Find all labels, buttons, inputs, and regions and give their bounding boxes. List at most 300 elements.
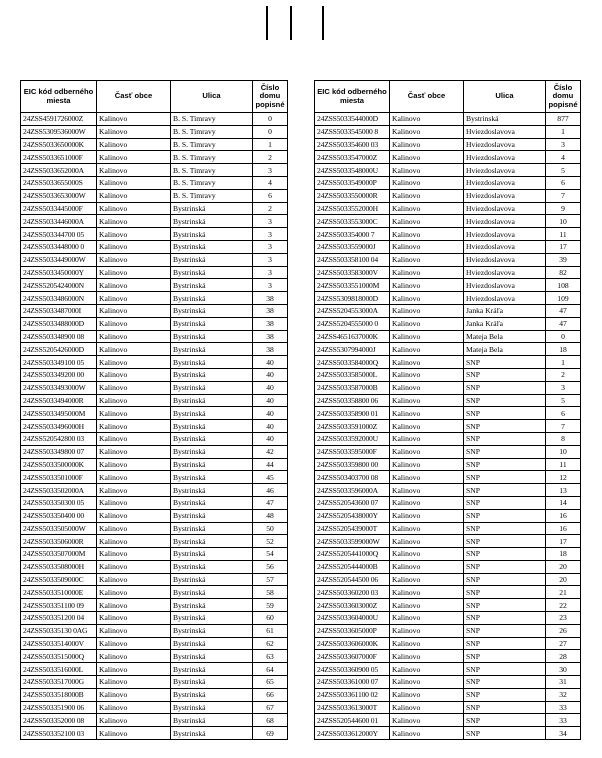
eic-code-cell: 24ZSS5033510000E: [21, 586, 97, 599]
municipality-part-cell: Kalinovo: [390, 125, 464, 138]
municipality-part-cell: Kalinovo: [390, 458, 464, 471]
street-cell: SNP: [464, 701, 546, 714]
municipality-part-cell: Kalinovo: [97, 240, 171, 253]
table-row: [21, 356, 288, 369]
municipality-part-cell: Kalinovo: [97, 420, 171, 433]
street-cell: Bystrinská: [171, 573, 253, 586]
table-row: [21, 151, 288, 164]
municipality-part-cell: Kalinovo: [390, 676, 464, 689]
municipality-part-cell: Kalinovo: [390, 356, 464, 369]
table-row: [21, 624, 288, 637]
table-row: [21, 253, 288, 266]
table-row: [21, 202, 288, 215]
municipality-part-cell: Kalinovo: [390, 701, 464, 714]
house-number-cell: 5: [546, 394, 581, 407]
house-number-cell: 20: [546, 573, 581, 586]
eic-code-cell: 24ZSS503351200 04: [21, 612, 97, 625]
house-number-cell: 47: [253, 496, 288, 509]
table-header-row: [21, 81, 288, 113]
street-cell: Bystrinská: [171, 253, 253, 266]
eic-code-cell: 24ZSS5033448000 0: [21, 240, 97, 253]
street-cell: Hviezdoslavova: [464, 215, 546, 228]
eic-code-cell: 24ZSS503360900 05: [315, 663, 390, 676]
municipality-part-cell: Kalinovo: [390, 138, 464, 151]
table-row: [315, 496, 581, 509]
eic-code-cell: 24ZSS5033650000K: [21, 138, 97, 151]
house-number-cell: 8: [546, 432, 581, 445]
municipality-part-cell: Kalinovo: [97, 266, 171, 279]
street-cell: SNP: [464, 624, 546, 637]
street-cell: SNP: [464, 445, 546, 458]
house-number-cell: 109: [546, 292, 581, 305]
eic-code-cell: 24ZSS5033495000M: [21, 407, 97, 420]
eic-code-cell: 24ZSS5205441000Q: [315, 548, 390, 561]
table-body-left: [21, 113, 288, 740]
municipality-part-cell: Kalinovo: [97, 509, 171, 522]
eic-code-cell: 24ZSS5033486000N: [21, 292, 97, 305]
house-number-cell: 20: [546, 560, 581, 573]
eic-code-cell: 24ZSS5205444000B: [315, 560, 390, 573]
eic-code-cell: 24ZSS5307994000J: [315, 343, 390, 356]
street-cell: SNP: [464, 432, 546, 445]
house-number-cell: 13: [546, 484, 581, 497]
municipality-part-cell: Kalinovo: [390, 432, 464, 445]
municipality-part-cell: Kalinovo: [97, 356, 171, 369]
eic-code-cell: 24ZSS5033509000C: [21, 573, 97, 586]
house-number-cell: 38: [253, 304, 288, 317]
street-cell: SNP: [464, 458, 546, 471]
eic-code-cell: 24ZSS5033559000J: [315, 240, 390, 253]
address-table-right: [314, 80, 581, 740]
table-row: [315, 356, 581, 369]
table-row: [21, 164, 288, 177]
street-cell: Bystrinská: [171, 432, 253, 445]
street-cell: SNP: [464, 381, 546, 394]
eic-code-cell: 24ZSS5033552000H: [315, 202, 390, 215]
house-number-cell: 40: [253, 368, 288, 381]
municipality-part-cell: Kalinovo: [97, 663, 171, 676]
street-cell: SNP: [464, 560, 546, 573]
street-cell: B. S. Timravy: [171, 125, 253, 138]
eic-code-cell: 24ZSS520542800 03: [21, 432, 97, 445]
eic-code-cell: 24ZSS5033652000A: [21, 164, 97, 177]
house-number-cell: 17: [546, 535, 581, 548]
municipality-part-cell: Kalinovo: [390, 240, 464, 253]
eic-code-cell: 24ZSS5033547000Z: [315, 151, 390, 164]
eic-code-cell: 24ZSS5033605000P: [315, 624, 390, 637]
municipality-part-cell: Kalinovo: [97, 624, 171, 637]
house-number-cell: 108: [546, 279, 581, 292]
table-row: [315, 330, 581, 343]
header-eic-code: EIC kód odberného miesta: [315, 81, 390, 113]
street-cell: B. S. Timravy: [171, 151, 253, 164]
header-rule-2: [290, 6, 292, 40]
house-number-cell: 1: [253, 138, 288, 151]
street-cell: SNP: [464, 535, 546, 548]
municipality-part-cell: Kalinovo: [390, 509, 464, 522]
street-cell: SNP: [464, 548, 546, 561]
street-cell: Hviezdoslavova: [464, 176, 546, 189]
municipality-part-cell: Kalinovo: [390, 727, 464, 740]
table-row: [21, 381, 288, 394]
street-cell: Hviezdoslavova: [464, 228, 546, 241]
eic-code-cell: 24ZSS5033494000R: [21, 394, 97, 407]
table-header-row: [315, 81, 581, 113]
municipality-part-cell: Kalinovo: [97, 637, 171, 650]
table-row: [21, 650, 288, 663]
house-number-cell: 50: [253, 522, 288, 535]
municipality-part-cell: Kalinovo: [390, 330, 464, 343]
table-row: [315, 138, 581, 151]
municipality-part-cell: Kalinovo: [390, 164, 464, 177]
eic-code-cell: 24ZSS5033596000A: [315, 484, 390, 497]
street-cell: Bystrinská: [464, 113, 546, 126]
house-number-cell: 46: [253, 484, 288, 497]
eic-code-cell: 24ZSS5033550000R: [315, 189, 390, 202]
street-cell: Bystrinská: [171, 292, 253, 305]
table-row: [315, 202, 581, 215]
municipality-part-cell: Kalinovo: [390, 586, 464, 599]
house-number-cell: 63: [253, 650, 288, 663]
house-number-cell: 30: [546, 663, 581, 676]
street-cell: Bystrinská: [171, 228, 253, 241]
table-row: [21, 138, 288, 151]
house-number-cell: 16: [546, 509, 581, 522]
street-cell: Bystrinská: [171, 445, 253, 458]
street-cell: B. S. Timravy: [171, 176, 253, 189]
street-cell: Bystrinská: [171, 637, 253, 650]
eic-code-cell: 24ZSS5033655000S: [21, 176, 97, 189]
house-number-cell: 23: [546, 612, 581, 625]
table-row: [21, 548, 288, 561]
eic-code-cell: 24ZSS5033591000Z: [315, 420, 390, 433]
eic-code-cell: 24ZSS503359800 00: [315, 458, 390, 471]
street-cell: SNP: [464, 471, 546, 484]
house-number-cell: 56: [253, 560, 288, 573]
street-cell: SNP: [464, 484, 546, 497]
table-row: [315, 381, 581, 394]
municipality-part-cell: Kalinovo: [390, 317, 464, 330]
house-number-cell: 12: [546, 471, 581, 484]
table-row: [21, 484, 288, 497]
table-row: [315, 535, 581, 548]
house-number-cell: 2: [253, 202, 288, 215]
street-cell: Bystrinská: [171, 381, 253, 394]
street-cell: Bystrinská: [171, 317, 253, 330]
table-row: [315, 113, 581, 126]
header-street: Ulica: [464, 81, 546, 113]
house-number-cell: 6: [546, 176, 581, 189]
table-row: [21, 586, 288, 599]
table-row: [315, 445, 581, 458]
house-number-cell: 3: [546, 138, 581, 151]
table-row: [21, 535, 288, 548]
eic-code-cell: 24ZSS5033500000K: [21, 458, 97, 471]
municipality-part-cell: Kalinovo: [390, 688, 464, 701]
municipality-part-cell: Kalinovo: [390, 189, 464, 202]
house-number-cell: 40: [253, 420, 288, 433]
street-cell: Bystrinská: [171, 509, 253, 522]
table-row: [21, 688, 288, 701]
municipality-part-cell: Kalinovo: [390, 266, 464, 279]
table-row: [315, 176, 581, 189]
table-row: [315, 458, 581, 471]
eic-code-cell: 24ZSS5033496000H: [21, 420, 97, 433]
eic-code-cell: 24ZSS503358900 01: [315, 407, 390, 420]
header-municipality-part: Časť obce: [390, 81, 464, 113]
street-cell: SNP: [464, 714, 546, 727]
eic-code-cell: 24ZSS503352000 08: [21, 714, 97, 727]
municipality-part-cell: Kalinovo: [390, 343, 464, 356]
municipality-part-cell: Kalinovo: [97, 176, 171, 189]
house-number-cell: 3: [253, 279, 288, 292]
street-cell: Hviezdoslavova: [464, 151, 546, 164]
municipality-part-cell: Kalinovo: [97, 727, 171, 740]
eic-code-cell: 24ZSS5033515000Q: [21, 650, 97, 663]
table-row: [21, 113, 288, 126]
table-row: [21, 176, 288, 189]
house-number-cell: 9: [546, 202, 581, 215]
street-cell: SNP: [464, 356, 546, 369]
house-number-cell: 11: [546, 458, 581, 471]
eic-code-cell: 24ZSS5033450000Y: [21, 266, 97, 279]
street-cell: SNP: [464, 420, 546, 433]
house-number-cell: 28: [546, 650, 581, 663]
municipality-part-cell: Kalinovo: [97, 279, 171, 292]
house-number-cell: 3: [253, 240, 288, 253]
eic-code-cell: 24ZSS5033587000B: [315, 381, 390, 394]
street-cell: SNP: [464, 663, 546, 676]
table-row: [21, 432, 288, 445]
municipality-part-cell: Kalinovo: [390, 407, 464, 420]
table-row: [315, 560, 581, 573]
eic-code-cell: 24ZSS5205426000D: [21, 343, 97, 356]
municipality-part-cell: Kalinovo: [97, 676, 171, 689]
eic-code-cell: 24ZSS503350400 00: [21, 509, 97, 522]
table-row: [315, 509, 581, 522]
table-row: [315, 420, 581, 433]
street-cell: Hviezdoslavova: [464, 279, 546, 292]
street-cell: Bystrinská: [171, 407, 253, 420]
house-number-cell: 3: [546, 381, 581, 394]
street-cell: Bystrinská: [171, 688, 253, 701]
house-number-cell: 4: [546, 151, 581, 164]
house-number-cell: 61: [253, 624, 288, 637]
street-cell: Bystrinská: [171, 240, 253, 253]
table-row: [315, 228, 581, 241]
street-cell: SNP: [464, 688, 546, 701]
municipality-part-cell: Kalinovo: [390, 637, 464, 650]
house-number-cell: 3: [253, 253, 288, 266]
eic-code-cell: 24ZSS5033508000H: [21, 560, 97, 573]
house-number-cell: 40: [253, 407, 288, 420]
house-number-cell: 38: [253, 292, 288, 305]
eic-code-cell: 24ZSS5033549000P: [315, 176, 390, 189]
eic-code-cell: 24ZSS503358800 06: [315, 394, 390, 407]
house-number-cell: 69: [253, 727, 288, 740]
house-number-cell: 60: [253, 612, 288, 625]
house-number-cell: 10: [546, 215, 581, 228]
header-eic-code: EIC kód odberného miesta: [21, 81, 97, 113]
municipality-part-cell: Kalinovo: [97, 445, 171, 458]
municipality-part-cell: Kalinovo: [97, 151, 171, 164]
table-row: [315, 125, 581, 138]
street-cell: SNP: [464, 586, 546, 599]
table-row: [315, 253, 581, 266]
municipality-part-cell: Kalinovo: [97, 343, 171, 356]
table-row: [315, 573, 581, 586]
municipality-part-cell: Kalinovo: [97, 701, 171, 714]
house-number-cell: 7: [546, 189, 581, 202]
house-number-cell: 40: [253, 381, 288, 394]
table-row: [21, 599, 288, 612]
house-number-cell: 14: [546, 496, 581, 509]
street-cell: Hviezdoslavova: [464, 253, 546, 266]
street-cell: SNP: [464, 650, 546, 663]
house-number-cell: 38: [253, 317, 288, 330]
house-number-cell: 34: [546, 727, 581, 740]
street-cell: Bystrinská: [171, 496, 253, 509]
table-row: [21, 292, 288, 305]
eic-code-cell: 24ZSS5033445000F: [21, 202, 97, 215]
street-cell: Bystrinská: [171, 394, 253, 407]
municipality-part-cell: Kalinovo: [97, 113, 171, 126]
table-row: [315, 292, 581, 305]
table-row: [315, 637, 581, 650]
table-row: [315, 676, 581, 689]
header-house-number: Číslo domu popisné: [546, 81, 581, 113]
street-cell: SNP: [464, 509, 546, 522]
table-row: [21, 471, 288, 484]
municipality-part-cell: Kalinovo: [97, 714, 171, 727]
street-cell: SNP: [464, 727, 546, 740]
house-number-cell: 3: [253, 164, 288, 177]
municipality-part-cell: Kalinovo: [97, 432, 171, 445]
eic-code-cell: 24ZSS5205424000N: [21, 279, 97, 292]
municipality-part-cell: Kalinovo: [390, 612, 464, 625]
table-row: [21, 317, 288, 330]
street-cell: Hviezdoslavova: [464, 138, 546, 151]
eic-code-cell: 24ZSS4651637000K: [315, 330, 390, 343]
house-number-cell: 17: [546, 240, 581, 253]
street-cell: Bystrinská: [171, 215, 253, 228]
municipality-part-cell: Kalinovo: [390, 253, 464, 266]
municipality-part-cell: Kalinovo: [97, 189, 171, 202]
house-number-cell: 22: [546, 599, 581, 612]
eic-code-cell: 24ZSS5033505000W: [21, 522, 97, 535]
table-row: [21, 560, 288, 573]
street-cell: SNP: [464, 573, 546, 586]
eic-code-cell: 24ZSS5033604000U: [315, 612, 390, 625]
eic-code-cell: 24ZSS5033544000D: [315, 113, 390, 126]
municipality-part-cell: Kalinovo: [390, 624, 464, 637]
table-row: [315, 701, 581, 714]
eic-code-cell: 24ZSS5033507000M: [21, 548, 97, 561]
municipality-part-cell: Kalinovo: [97, 548, 171, 561]
eic-code-cell: 24ZSS5309536000W: [21, 125, 97, 138]
municipality-part-cell: Kalinovo: [97, 586, 171, 599]
street-cell: Bystrinská: [171, 701, 253, 714]
eic-code-cell: 24ZSS5033583000V: [315, 266, 390, 279]
municipality-part-cell: Kalinovo: [390, 471, 464, 484]
house-number-cell: 0: [253, 125, 288, 138]
house-number-cell: 4: [253, 176, 288, 189]
eic-code-cell: 24ZSS503350300 05: [21, 496, 97, 509]
table-row: [315, 151, 581, 164]
eic-code-cell: 24ZSS5033493000W: [21, 381, 97, 394]
house-number-cell: 67: [253, 701, 288, 714]
eic-code-cell: 24ZSS5033553000C: [315, 215, 390, 228]
table-row: [315, 612, 581, 625]
house-number-cell: 1: [546, 356, 581, 369]
table-row: [21, 125, 288, 138]
street-cell: Hviezdoslavova: [464, 266, 546, 279]
house-number-cell: 45: [253, 471, 288, 484]
eic-code-cell: 24ZSS503354600 03: [315, 138, 390, 151]
street-cell: B. S. Timravy: [171, 138, 253, 151]
street-cell: Bystrinská: [171, 727, 253, 740]
street-cell: Bystrinská: [171, 599, 253, 612]
header-rule-3: [322, 6, 324, 40]
municipality-part-cell: Kalinovo: [390, 663, 464, 676]
eic-code-cell: 24ZSS503349100 05: [21, 356, 97, 369]
table-row: [21, 676, 288, 689]
street-cell: Bystrinská: [171, 624, 253, 637]
house-number-cell: 2: [546, 368, 581, 381]
eic-code-cell: 24ZSS5033613000T: [315, 701, 390, 714]
eic-code-cell: 24ZSS503361100 02: [315, 688, 390, 701]
municipality-part-cell: Kalinovo: [390, 368, 464, 381]
eic-code-cell: 24ZSS5033653000W: [21, 189, 97, 202]
house-number-cell: 40: [253, 356, 288, 369]
eic-code-cell: 24ZSS520544600 01: [315, 714, 390, 727]
table-row: [21, 407, 288, 420]
municipality-part-cell: Kalinovo: [390, 484, 464, 497]
house-number-cell: 31: [546, 676, 581, 689]
table-row: [21, 304, 288, 317]
street-cell: Bystrinská: [171, 650, 253, 663]
table-row: [315, 624, 581, 637]
table-row: [21, 189, 288, 202]
house-number-cell: 27: [546, 637, 581, 650]
house-number-cell: 64: [253, 663, 288, 676]
house-number-cell: 40: [253, 432, 288, 445]
eic-code-cell: 24ZSS5033607000F: [315, 650, 390, 663]
eic-code-cell: 24ZSS5033487000I: [21, 304, 97, 317]
street-cell: Bystrinská: [171, 663, 253, 676]
table-row: [315, 471, 581, 484]
table-row: [315, 368, 581, 381]
municipality-part-cell: Kalinovo: [390, 420, 464, 433]
municipality-part-cell: Kalinovo: [390, 176, 464, 189]
house-number-cell: 68: [253, 714, 288, 727]
eic-code-cell: 24ZSS503344700 05: [21, 228, 97, 241]
house-number-cell: 2: [253, 151, 288, 164]
house-number-cell: 82: [546, 266, 581, 279]
municipality-part-cell: Kalinovo: [97, 125, 171, 138]
municipality-part-cell: Kalinovo: [390, 394, 464, 407]
table-row: [315, 484, 581, 497]
eic-code-cell: 24ZSS5033612000Y: [315, 727, 390, 740]
municipality-part-cell: Kalinovo: [97, 138, 171, 151]
house-number-cell: 38: [253, 343, 288, 356]
street-cell: Bystrinská: [171, 522, 253, 535]
table-row: [21, 496, 288, 509]
house-number-cell: 59: [253, 599, 288, 612]
eic-code-cell: 24ZSS5033446000A: [21, 215, 97, 228]
house-number-cell: 62: [253, 637, 288, 650]
table-row: [21, 394, 288, 407]
